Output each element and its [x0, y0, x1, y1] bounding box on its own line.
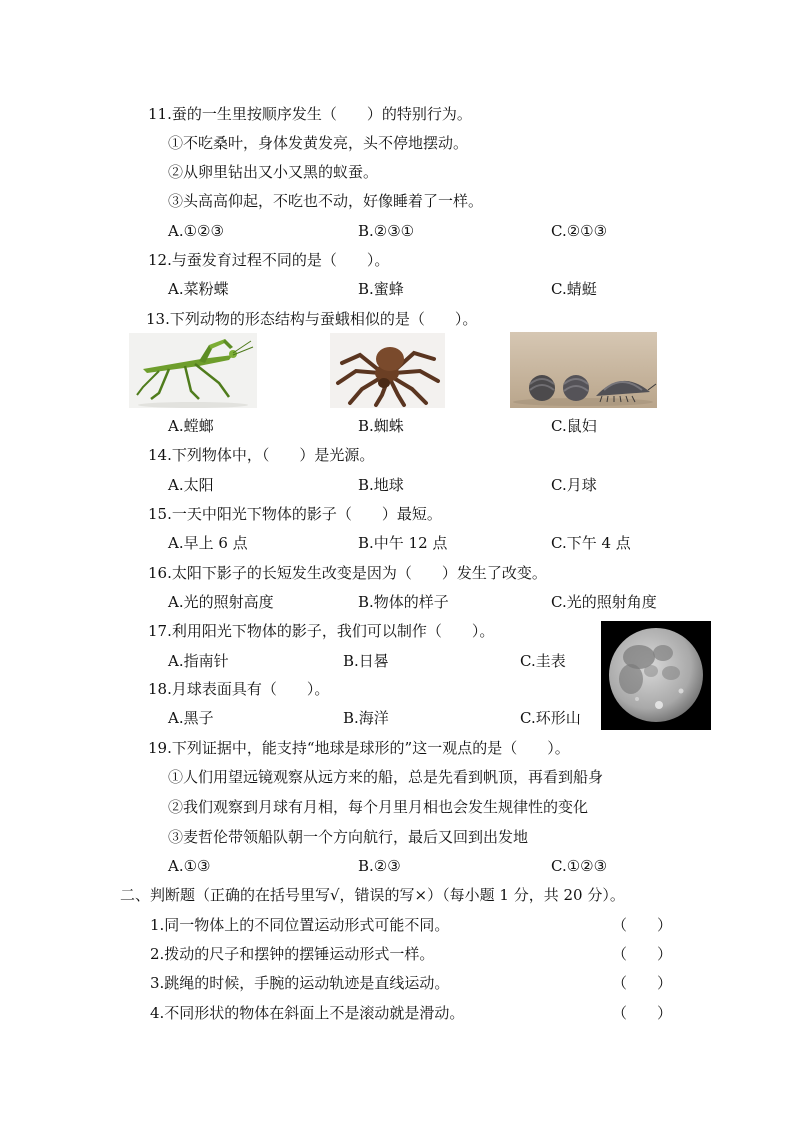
q12-option-a[interactable]: A.菜粉蝶 [168, 280, 229, 298]
q17-option-a[interactable]: A.指南针 [168, 652, 229, 670]
section2-heading: 二、判断题（正确的在括号里写√，错误的写×）（每小题 1 分，共 20 分）。 [120, 886, 625, 904]
q18-option-c[interactable]: C.环形山 [520, 709, 581, 727]
q13-stem: 13.下列动物的形态结构与蚕蛾相似的是（ ）。 [146, 310, 478, 328]
spider-image [330, 333, 445, 408]
moon-image [601, 621, 711, 730]
q15-option-a[interactable]: A.早上 6 点 [168, 534, 248, 552]
judge-item-1: 1.同一物体上的不同位置运动形式可能不同。 [150, 916, 450, 934]
q14-option-a[interactable]: A.太阳 [168, 476, 214, 494]
judge-answer-4[interactable]: （ ） [612, 1004, 673, 1022]
judge-answer-1[interactable]: （ ） [612, 916, 673, 934]
q11-item-3: ③头高高仰起，不吃也不动，好像睡着了一样。 [168, 192, 484, 210]
judge-answer-2[interactable]: （ ） [612, 945, 673, 963]
q14-stem: 14.下列物体中，（ ）是光源。 [148, 446, 375, 464]
q11-option-b[interactable]: B.②③① [358, 222, 415, 240]
q19-option-b[interactable]: B.②③ [358, 857, 401, 875]
q11-item-1: ①不吃桑叶，身体发黄发亮，头不停地摆动。 [168, 134, 469, 152]
q19-option-a[interactable]: A.①③ [168, 857, 211, 875]
q19-item-2: ②我们观察到月球有月相，每个月里月相也会发生规律性的变化 [168, 798, 589, 816]
judge-item-2: 2.拨动的尺子和摆钟的摆锤运动形式一样。 [150, 945, 435, 963]
judge-item-4: 4.不同形状的物体在斜面上不是滚动就是滑动。 [150, 1004, 465, 1022]
q14-option-c[interactable]: C.月球 [551, 476, 597, 494]
woodlouse-image [510, 332, 657, 408]
q19-item-1: ①人们用望远镜观察从远方来的船，总是先看到帆顶，再看到船身 [168, 768, 604, 786]
q12-stem: 12.与蚕发育过程不同的是（ ）。 [148, 251, 390, 269]
mantis-image [129, 333, 257, 408]
q17-stem: 17.利用阳光下物体的影子，我们可以制作（ ）。 [148, 622, 495, 640]
q12-option-c[interactable]: C.蜻蜓 [551, 280, 597, 298]
q17-option-c[interactable]: C.圭表 [520, 652, 566, 670]
q15-stem: 15.一天中阳光下物体的影子（ ）最短。 [148, 505, 442, 523]
q16-option-a[interactable]: A.光的照射高度 [168, 593, 274, 611]
q18-option-b[interactable]: B.海洋 [343, 709, 389, 727]
q13-option-c[interactable]: C.鼠妇 [551, 417, 597, 435]
q13-option-a[interactable]: A.螳螂 [168, 417, 214, 435]
q11-option-a[interactable]: A.①②③ [168, 222, 224, 240]
q19-item-3: ③麦哲伦带领船队朝一个方向航行，最后又回到出发地 [168, 828, 529, 846]
q18-option-a[interactable]: A.黑子 [168, 709, 214, 727]
q15-option-c[interactable]: C.下午 4 点 [551, 534, 631, 552]
q16-option-c[interactable]: C.光的照射角度 [551, 593, 657, 611]
q16-option-b[interactable]: B.物体的样子 [358, 593, 449, 611]
q11-stem: 11.蚕的一生里按顺序发生（ ）的特别行为。 [148, 105, 472, 123]
q18-stem: 18.月球表面具有（ ）。 [148, 680, 330, 698]
q11-item-2: ②从卵里钻出又小又黑的蚁蚕。 [168, 163, 379, 181]
q14-option-b[interactable]: B.地球 [358, 476, 404, 494]
q16-stem: 16.太阳下影子的长短发生改变是因为（ ）发生了改变。 [148, 564, 547, 582]
q17-option-b[interactable]: B.日晷 [343, 652, 389, 670]
judge-item-3: 3.跳绳的时候，手腕的运动轨迹是直线运动。 [150, 974, 450, 992]
judge-answer-3[interactable]: （ ） [612, 974, 673, 992]
q12-option-b[interactable]: B.蜜蜂 [358, 280, 404, 298]
q19-option-c[interactable]: C.①②③ [551, 857, 608, 875]
q19-stem: 19.下列证据中，能支持“地球是球形的”这一观点的是（ ）。 [148, 739, 570, 757]
q15-option-b[interactable]: B.中午 12 点 [358, 534, 448, 552]
q11-option-c[interactable]: C.②①③ [551, 222, 608, 240]
q13-option-b[interactable]: B.蜘蛛 [358, 417, 404, 435]
